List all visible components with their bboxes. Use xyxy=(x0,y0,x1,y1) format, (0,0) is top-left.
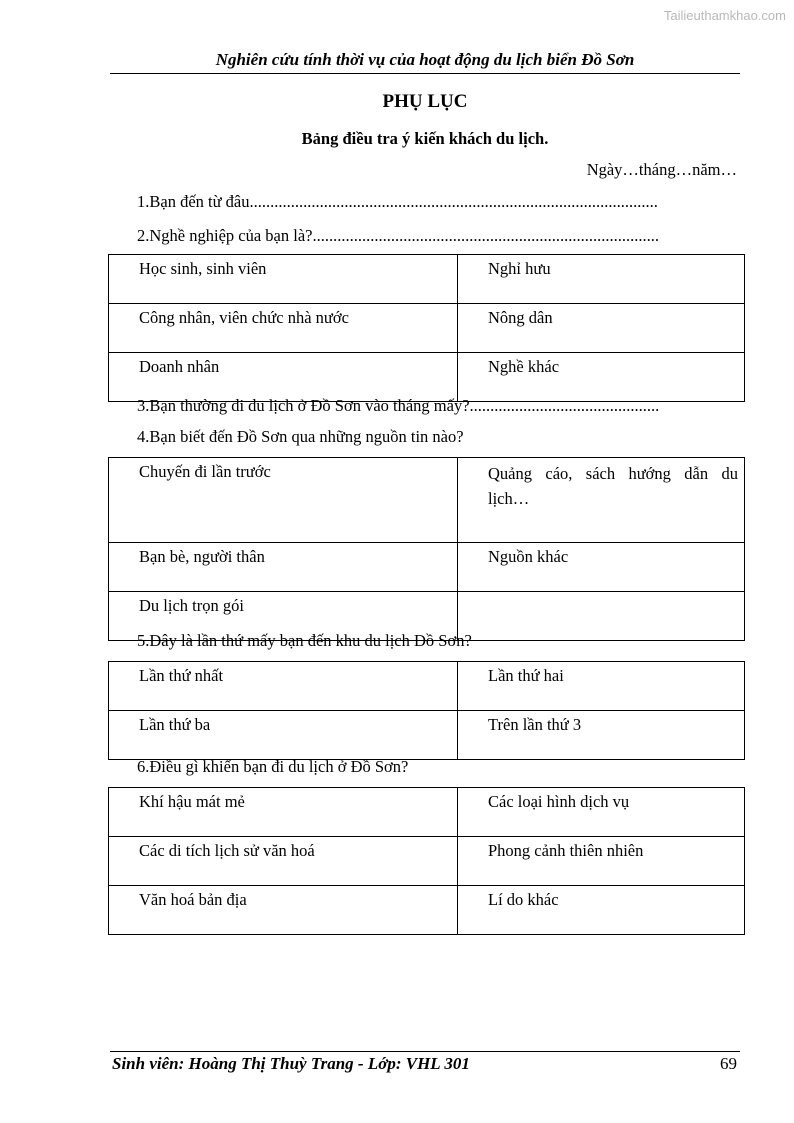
watermark: Tailieuthamkhao.com xyxy=(663,8,786,23)
table-cell: Lần thứ nhất xyxy=(109,662,458,711)
info-source-table xyxy=(108,457,745,641)
table-cell: Các loại hình dịch vụ xyxy=(458,788,745,837)
table-cell: Lần thứ hai xyxy=(458,662,745,711)
page-title: PHỤ LỤC xyxy=(382,91,468,112)
question-3: 3.Bạn thường đi du lịch ở Đồ Sơn vào tháng mấy?.............................................. xyxy=(137,396,660,415)
table-cell: Văn hoá bản địa xyxy=(109,886,458,935)
table-row xyxy=(109,353,745,402)
table-row xyxy=(109,255,745,304)
table-cell: Nghề khác xyxy=(458,353,745,402)
table-cell: Chuyến đi lần trước xyxy=(109,458,458,543)
occupation-table xyxy=(108,254,745,402)
table-cell: Công nhân, viên chức nhà nước xyxy=(109,304,458,353)
table-cell xyxy=(458,592,745,641)
table-cell: Du lịch trọn gói xyxy=(109,592,458,641)
table-cell: Phong cảnh thiên nhiên xyxy=(458,837,745,886)
question-6: 6.Điều gì khiến bạn đi du lịch ở Đồ Sơn? xyxy=(137,757,409,776)
question-2: 2.Nghề nghiệp của bạn là?.................................................................................... xyxy=(137,226,659,245)
table-row xyxy=(109,886,745,935)
question-1: 1.Bạn đến từ đâu................................................................................................... xyxy=(137,192,658,211)
table-cell: Học sinh, sinh viên xyxy=(109,255,458,304)
reason-table xyxy=(108,787,745,935)
table-row xyxy=(109,304,745,353)
table-row xyxy=(109,788,745,837)
table-cell-line: lịch… xyxy=(488,489,530,508)
table-cell: Lí do khác xyxy=(458,886,745,935)
question-5: 5.Đây là lần thứ mấy bạn đến khu du lịch Đồ Sơn? xyxy=(137,631,472,650)
footer-rule xyxy=(110,1051,740,1052)
page-footer: Sinh viên: Hoàng Thị Thuỳ Trang - Lớp: VHL 301 xyxy=(112,1054,470,1073)
table-cell xyxy=(458,458,745,543)
table-cell: Bạn bè, người thân xyxy=(109,543,458,592)
table-row xyxy=(109,711,745,760)
table-cell-line: Quảng cáo, sách hướng dẫn du xyxy=(488,464,738,483)
table-cell: Nguồn khác xyxy=(458,543,745,592)
page-number: 69 xyxy=(720,1054,737,1073)
table-row xyxy=(109,662,745,711)
table-cell: Khí hậu mát mẻ xyxy=(109,788,458,837)
question-4: 4.Bạn biết đến Đồ Sơn qua những nguồn tin nào? xyxy=(137,427,464,446)
visit-count-table xyxy=(108,661,745,760)
table-cell: Lần thứ ba xyxy=(109,711,458,760)
table-cell: Nghỉ hưu xyxy=(458,255,745,304)
table-cell: Nông dân xyxy=(458,304,745,353)
table-cell: Các di tích lịch sử văn hoá xyxy=(109,837,458,886)
table-row xyxy=(109,543,745,592)
date-line: Ngày…tháng…năm… xyxy=(586,160,737,179)
table-row xyxy=(109,458,745,543)
page-subtitle: Bảng điều tra ý kiến khách du lịch. xyxy=(301,129,549,148)
page-header: Nghiên cứu tính thời vụ của hoạt động du lịch biển Đồ Sơn xyxy=(215,50,635,69)
table-cell: Trên lần thứ 3 xyxy=(458,711,745,760)
table-cell: Doanh nhân xyxy=(109,353,458,402)
table-row xyxy=(109,837,745,886)
header-rule xyxy=(110,73,740,74)
